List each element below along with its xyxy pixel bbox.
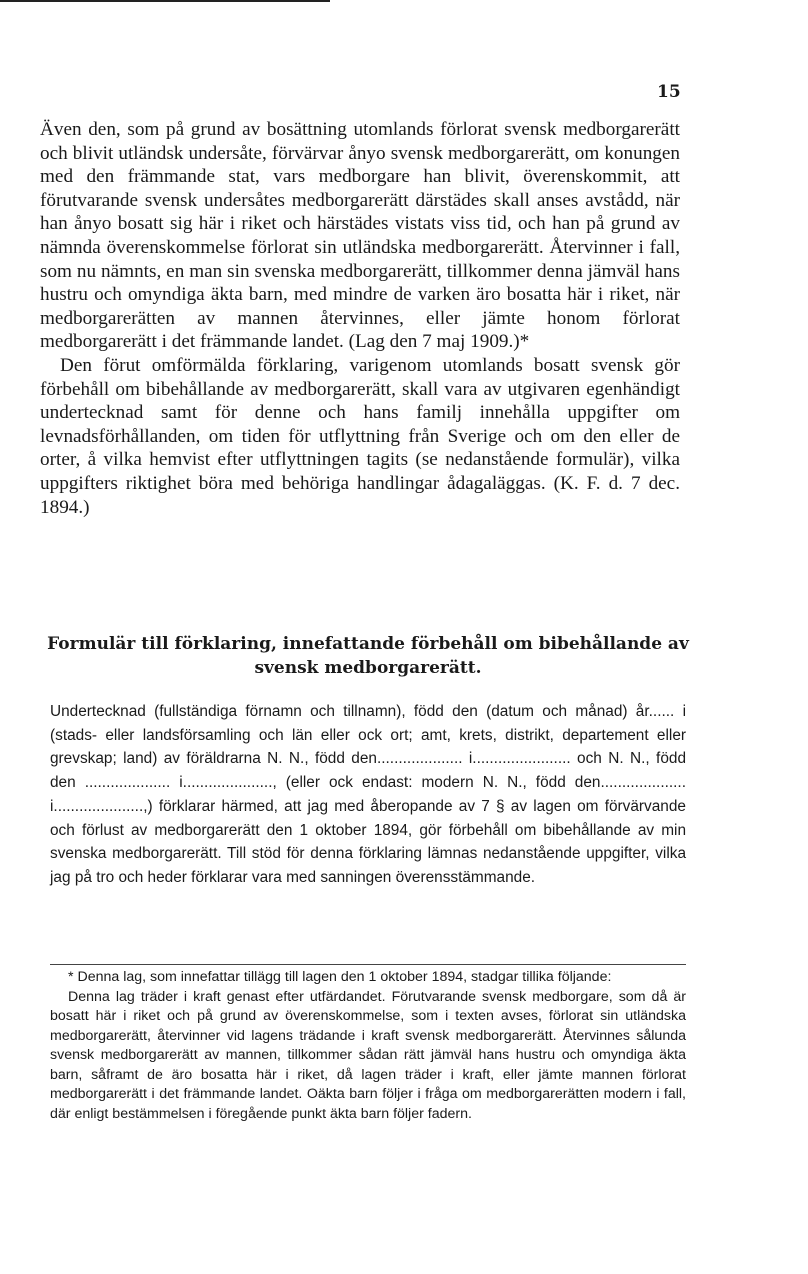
form-template-text: Undertecknad (fullständiga förnamn och tillnamn), född den (datum och månad) år...... i (stads- eller landsförsamling och län eller ock ort; amt, krets, distrikt, departement eller grevskap; land) av föräldrarna N. N., född den.................... i....................... och N. N., född den .................... i....................., (eller ock endast: modern N. N., född den.................... i.....................,) förklarar härmed, att jag med åberopande av 7 § av lagen om förvärvande och förlust av medborgarerätt den 1 oktober 1894, gör förbehåll om bibehållande av min svenska medborgarerätt. Till stöd för denna förklaring lämnas nedanstående uppgifter, vilka jag på tro och heder förklarar vara med sanningen överensstämmande. [50, 703, 686, 886]
top-border-line [0, 0, 330, 2]
form-heading: Formulär till förklaring, innefattande förbehåll om bibehållande av svensk medborgarerätt. [47, 634, 689, 678]
paragraph-citizenship-regain: Även den, som på grund av bosättning utomlands förlorat svensk medborgarerätt och blivit utländsk undersåte, förvärvar ånyo svensk medborgarerätt, om konungen med den främmande stat, vars medborgare han blivit, överenskommit, att förutvarande svensk undersåtes medborgarerätt därstädes skall anses avstådd, när han ånyo bosatt sig här i riket och härstädes vistats viss tid, och han på grund av nämnda överenskommelse förlorat sin utländska medborgarerätt. Återvinner i fall, som nu nämnts, en man sin svenska medborgarerätt, tillkommer denna jämväl hans hustru och omyndiga äkta barn, med mindre de varken äro bosatta här i riket, när medborgarerätten av mannen återvinnes, eller jämte honom förlorat medborgarerätt i det främmande landet. (Lag den 7 maj 1909.)* [40, 119, 680, 353]
footnote-body: Denna lag träder i kraft genast efter utfärdandet. Förutvarande svensk medborgare, som då är bosatt här i riket och på grund av överenskommelse, som i texten avses, förlorat sin utländska medborgarerätt, återvinner vid lagens trädande i kraft svensk medborgarerätt. Återvinnes sålunda svensk medborgarerätt av mannen, tillkommer sådan rätt jämväl hans hustru och omyndiga äkta barn, såframt de äro bosatta här i riket, då lagen träder i kraft, eller jämte mannen förlorat medborgarerätt i det främmande landet. Oäkta barn följer i fråga om medborgarerätten modern i fall, där enligt bestämmelsen i föregående punkt äkta barn följer fadern. [50, 988, 686, 1122]
footnote-divider [50, 964, 686, 965]
main-text [40, 118, 680, 519]
page-number: 15 [657, 82, 681, 102]
footnote-intro: * Denna lag, som innefattar tillägg till lagen den 1 oktober 1894, stadgar tillika följande: [68, 969, 612, 985]
footnote [50, 968, 686, 1124]
paragraph-declaration-requirements: Den förut omförmälda förklaring, varigenom utomlands bosatt svensk gör förbehåll om bibehållande av medborgarerätt, skall vara av utgivaren egenhändigt undertecknad samt för denne och hans familj innehålla uppgifter om levnadsförhållanden, om tiden för utflyttning från Sverige och om den eller de orter, å vilka hemvist efter utflyttningen tagits (se nedanstående formulär), vilka uppgifters riktighet böra med behöriga handlingar ådagaläggas. (K. F. d. 7 dec. 1894.) [40, 354, 680, 518]
